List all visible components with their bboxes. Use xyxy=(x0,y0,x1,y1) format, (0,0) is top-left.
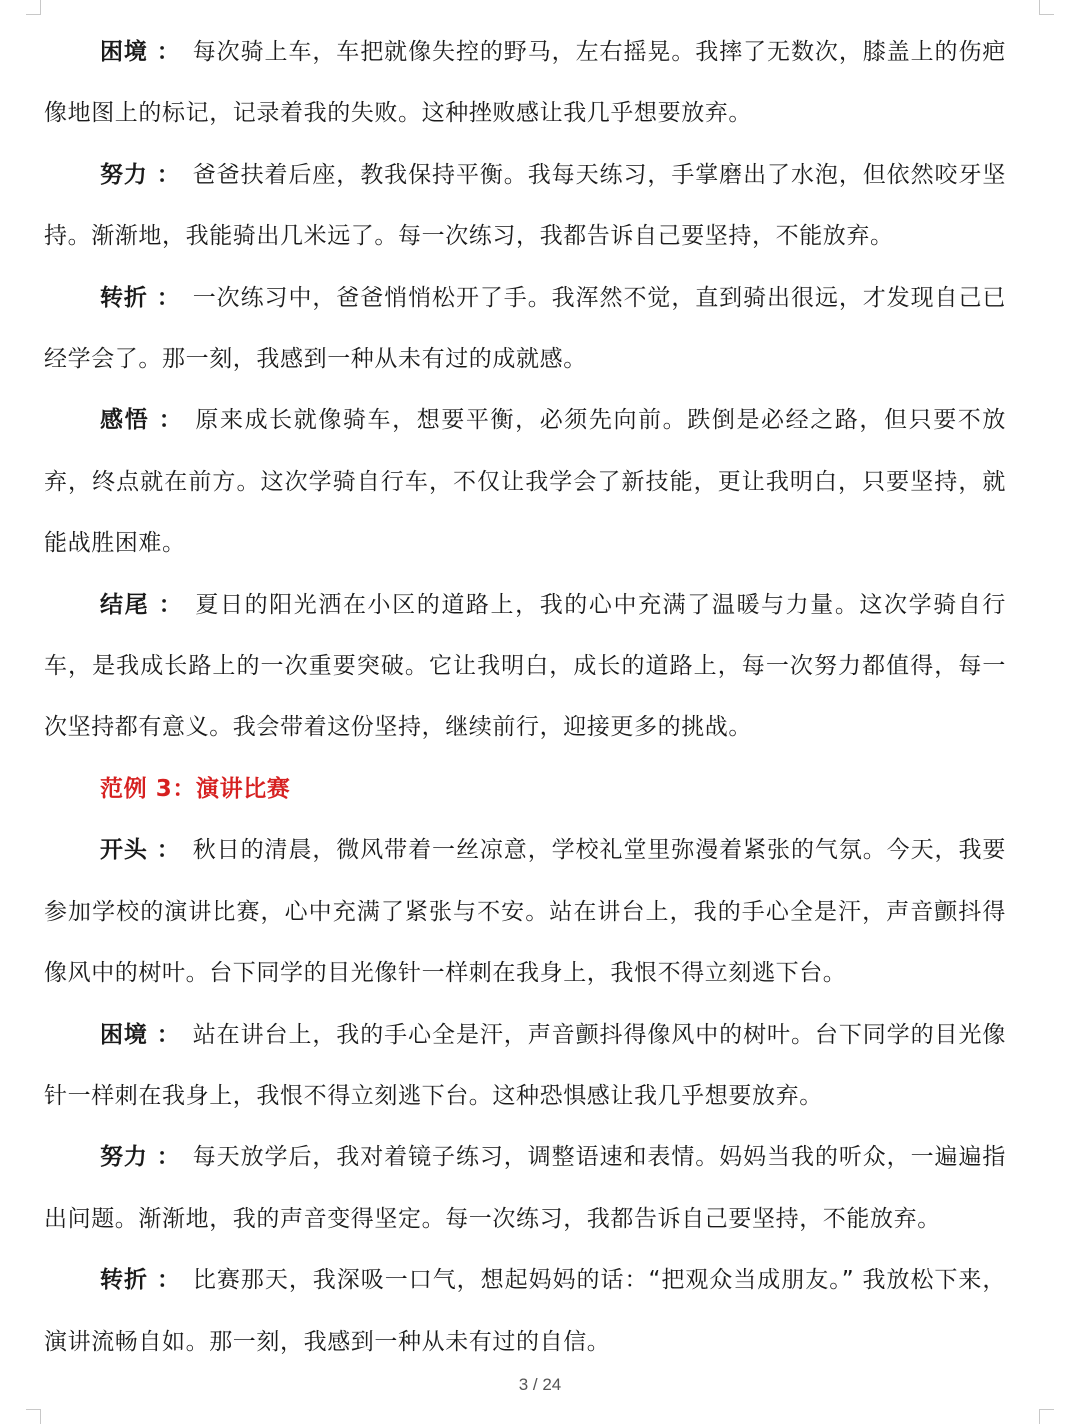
paragraph-text: 每天放学后，我对着镜子练习，调整语速和表情。妈妈当我的听众，一遍遍指出问题。渐渐地，我的声音变得坚定。每一次练习，我都告诉自己要坚持，不能放弃。 xyxy=(44,1144,1006,1232)
page-number: 3 / 24 xyxy=(518,1375,562,1394)
paragraph-text: 每次骑上车，车把就像失控的野马，左右摇晃。我摔了无数次，膝盖上的伤疤像地图上的标记，记录着我的失败。这种挫败感让我几乎想要放弃。 xyxy=(44,39,1006,127)
paragraph-text: 秋日的清晨，微风带着一丝凉意，学校礼堂里弥漫着紧张的气氛。今天，我要参加学校的演讲比赛，心中充满了紧张与不安。站在讲台上，我的手心全是汗，声音颤抖得像风中的树叶。台下同学的目光像针一样刺在我身上，我恨不得立刻逃下台。 xyxy=(44,837,1006,987)
page-corner-bottom-right xyxy=(1039,1409,1054,1424)
paragraph-dilemma xyxy=(44,22,1006,145)
paragraph-effort-2 xyxy=(44,1127,1006,1250)
paragraph-opening xyxy=(44,820,1006,1004)
paragraph-label: 转折 ： xyxy=(100,1267,181,1294)
paragraph-label: 困境 ： xyxy=(100,39,181,65)
document-body xyxy=(44,22,1006,1373)
paragraph-text: 夏日的阳光洒在小区的道路上，我的心中充满了温暖与力量。这次学骑自行车，是我成长路上的一次重要突破。它让我明白，成长的道路上，每一次努力都值得，每一次坚持都有意义。我会带着这份坚持，继续前行，迎接更多的挑战。 xyxy=(44,591,1006,741)
paragraph-label: 困境 ： xyxy=(100,1021,181,1048)
paragraph-dilemma-2 xyxy=(44,1005,1006,1128)
page-corner-bottom-left xyxy=(26,1409,41,1424)
page-corner-top-right xyxy=(1039,0,1054,15)
paragraph-text: 原来成长就像骑车，想要平衡，必须先向前。跌倒是必经之路，但只要不放弃，终点就在前方。这次学骑自行车，不仅让我学会了新技能，更让我明白，只要坚持，就能战胜困难。 xyxy=(44,407,1006,557)
paragraph-text: 爸爸扶着后座，教我保持平衡。我每天练习，手掌磨出了水泡，但依然咬牙坚持。渐渐地，我能骑出几米远了。每一次练习，我都告诉自己要坚持，不能放弃。 xyxy=(44,161,1006,250)
paragraph-text: 比赛那天，我深吸一口气，想起妈妈的话：“把观众当成朋友。” 我放松下来，演讲流畅自如。那一刻，我感到一种从未有过的自信。 xyxy=(44,1267,1006,1355)
paragraph-label: 努力 ： xyxy=(100,1144,181,1171)
page-corner-top-left xyxy=(26,0,41,15)
paragraph-effort xyxy=(44,145,1006,268)
paragraph-label: 转折 ： xyxy=(100,284,181,311)
paragraph-reflection xyxy=(44,390,1006,574)
paragraph-turning-point xyxy=(44,268,1006,391)
paragraph-label: 感悟 ： xyxy=(100,407,184,434)
section-title: 范例 3：演讲比赛 xyxy=(100,775,291,802)
paragraph-turning-point-2 xyxy=(44,1250,1006,1373)
paragraph-label: 结尾 ： xyxy=(100,591,184,618)
paragraph-label: 开头 ： xyxy=(100,837,181,864)
paragraph-text: 站在讲台上，我的手心全是汗，声音颤抖得像风中的树叶。台下同学的目光像针一样刺在我身上，我恨不得立刻逃下台。这种恐惧感让我几乎想要放弃。 xyxy=(44,1021,1006,1109)
paragraph-ending xyxy=(44,575,1006,759)
paragraph-text: 一次练习中，爸爸悄悄松开了手。我浑然不觉，直到骑出很远，才发现自己已经学会了。那一刻，我感到一种从未有过的成就感。 xyxy=(44,284,1006,373)
paragraph-label: 努力 ： xyxy=(100,161,181,188)
